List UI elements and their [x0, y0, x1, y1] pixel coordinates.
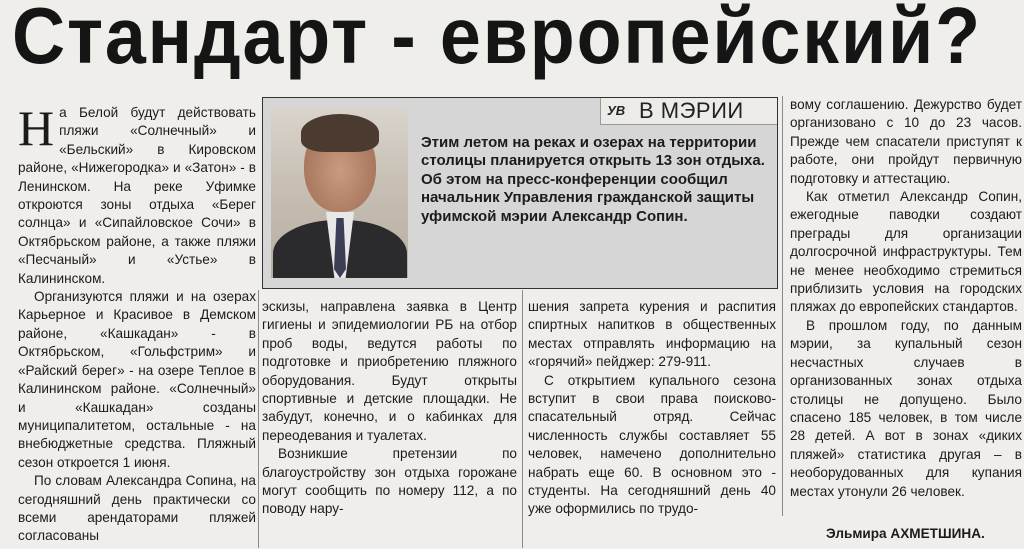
- article-column-2: [262, 298, 517, 548]
- paragraph: В прошлом году, по данным мэрии, за купальный сезон несчастных случаев в организованных зонах отдыха столицы не допущено. Было спасено 185 человек, в том числе 28 детей. А вот в зонах «диких пляжей» статистика другая – в необорудованных для купания местах утонули 26 человек.: [790, 317, 1022, 499]
- column-rule: [522, 290, 523, 548]
- article-column-1: [18, 100, 256, 544]
- rubric-tag: УВ: [607, 103, 626, 118]
- article-column-3: [528, 298, 776, 548]
- author-byline: Эльмира АХМЕТШИНА.: [826, 526, 985, 541]
- paragraph: Организуются пляжи и на озерах Карьерное и Красивое в Демском районе, «Кашкадан» - в Октябрьском, «Гольфстрим» и «Райский берег» - на озере Теплое в Калининском районе. «Солнечный» и «Кашкадан» созданы муниципалитетом, остальные - на внебюджетные средства. Пляжный сезон откроется 1 июня.: [18, 289, 256, 470]
- paragraph: шения запрета курения и распития спиртных напитков в общественных местах отправлять информацию на «горячий» пейджер: 279-911.: [528, 299, 776, 370]
- lead-paragraph: Этим летом на реках и озерах на территории столицы планируется открыть 13 зон отдыха. Об этом на пресс-конференции сообщил начальник Управления гражданской защиты уфимской мэрии Александр Сопин.: [421, 134, 765, 225]
- drop-cap: Н: [18, 100, 55, 156]
- paragraph: По словам Александра Сопина, на сегодняшний день практически со всеми арендаторами пляжей согласованы: [18, 473, 256, 544]
- paragraph: Как отметил Александр Сопин, ежегодные паводки создают преграды для организации долгосрочной инфраструктуры. Тем не менее необходимо стремиться приблизить условия на городских пляжах до европейских стандартов.: [790, 189, 1022, 315]
- paragraph-text: а Белой будут действовать пляжи «Солнечный» и «Бельский» в Кировском районе, «Нижегородка» и «Затон» - в Ленинском. На реке Уфимке откроются зоны отдыха «Берег солнца» и «Сипайловское Сочи» в Октябрьском районе, а также пляжи «Песчаный» и «Устье» в Калининском.: [18, 105, 256, 286]
- paragraph: С открытием купального сезона вступит в свои права поисково-спасательный отряд. Сейчас численность службы составляет 55 человек, намечено дополнительно набрать еще 60. В основном это - студенты. На сегодняшний день 40 уже оформились по трудо-: [528, 372, 776, 517]
- paragraph: вому соглашению. Дежурство будет организовано с 10 до 23 часов. Прежде чем спасатели приступят к работе, они пройдут первичную подготовку и аттестацию.: [790, 97, 1022, 186]
- column-rule: [782, 96, 783, 516]
- headline: Стандарт - европейский?: [12, 0, 982, 80]
- rubric-label: [600, 98, 777, 125]
- inset-box: [262, 97, 778, 289]
- rubric-title: В МЭРИИ: [639, 98, 744, 123]
- paragraph: эскизы, направлена заявка в Центр гигиены и эпидемиологии РБ на отбор проб воды, ведутся работы по подготовке и приобретению пляжного оборудования. Будут открыты спортивные и детские площадки. Не забудут, конечно, и о кабинках для переодевания и туалетах.: [262, 299, 517, 443]
- article-column-4: [790, 96, 1022, 516]
- column-rule: [258, 290, 259, 548]
- paragraph: [18, 100, 256, 288]
- portrait-photo: [271, 108, 408, 278]
- portrait-hair: [301, 114, 379, 152]
- paragraph: Возникшие претензии по благоустройству зон отдыха горожане могут сообщить по номеру 112, а по поводу нару-: [262, 446, 517, 517]
